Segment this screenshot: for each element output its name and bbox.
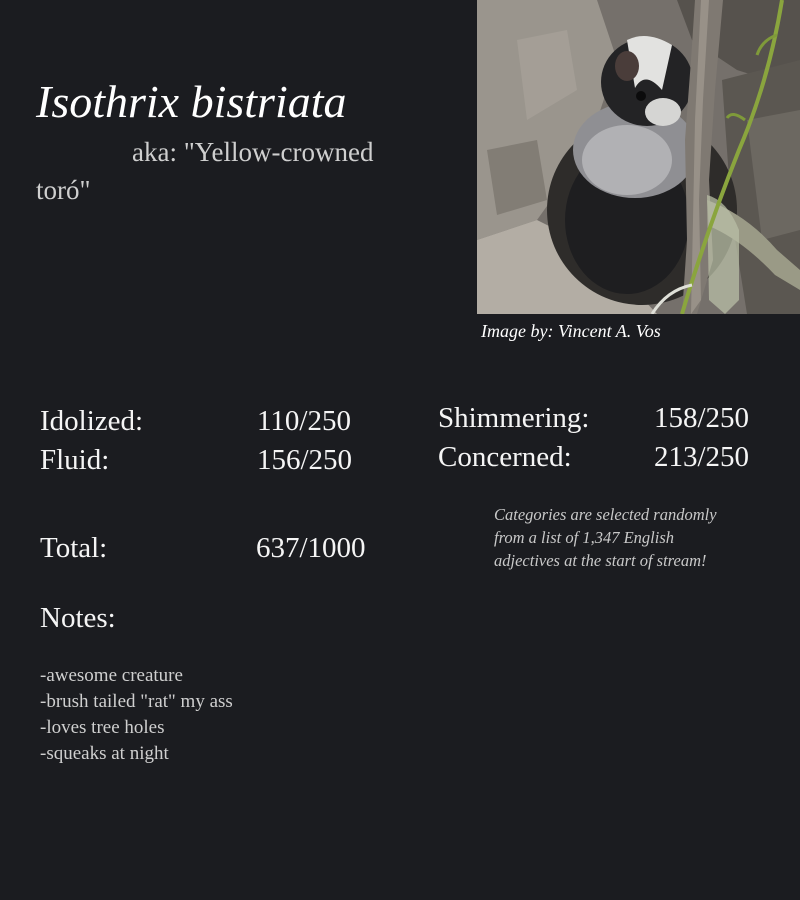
note-item: -loves tree holes [40, 717, 165, 738]
categories-note: Categories are selected randomly from a list of 1,347 English adjectives at the start of stream! [494, 505, 717, 570]
stat-value-fluid: 156/250 [257, 444, 353, 476]
stat-label-concerned: Concerned: [438, 441, 572, 473]
notes-list [40, 663, 233, 767]
species-name: Isothrix bistriata [36, 76, 347, 127]
note-item: -squeaks at night [40, 743, 169, 764]
total-value: 637/1000 [256, 532, 366, 564]
note-item: -awesome creature [40, 665, 183, 686]
total-label: Total: [40, 532, 108, 564]
animal-photo [477, 0, 800, 314]
notes-heading: Notes: [40, 602, 116, 634]
common-name: aka: "Yellow-crowned toró" [36, 137, 374, 205]
stat-label-shimmering: Shimmering: [438, 402, 590, 434]
stat-value-idolized: 110/250 [257, 405, 351, 437]
stat-label-idolized: Idolized: [40, 405, 144, 437]
stat-value-shimmering: 158/250 [654, 402, 750, 434]
stat-value-concerned: 213/250 [654, 441, 750, 473]
photo-credit: Image by: Vincent A. Vos [481, 321, 661, 341]
note-item: -brush tailed "rat" my ass [40, 691, 233, 712]
stat-label-fluid: Fluid: [40, 444, 110, 476]
